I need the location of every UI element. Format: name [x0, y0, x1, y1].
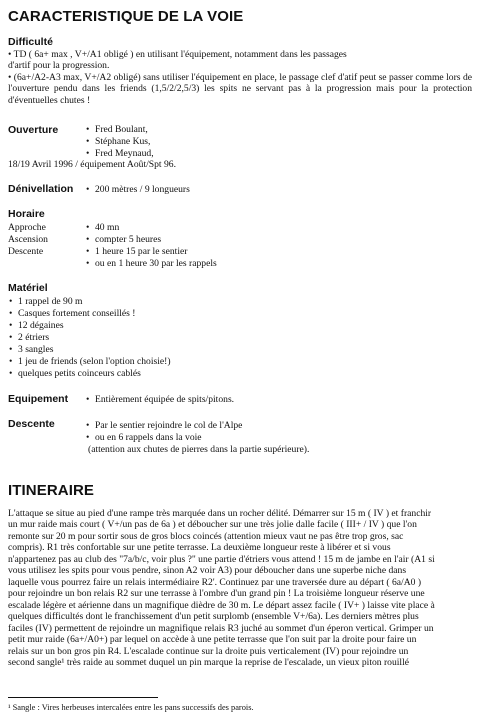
itineraire-line: compris). R1 très confortable sur une petite terrasse. La deuxième longueur reste à libérer et si vous [8, 542, 391, 553]
ouverture-name: • Fred Boulant, [95, 124, 148, 135]
itineraire-line: quelques difficultés dont le franchissement d'un petit surplomb (ensemble V+/6a). Les derniers mètres plus [8, 611, 419, 622]
horaire-label: Descente [8, 246, 44, 257]
difficulte-line-1: • TD ( 6a+ max , V+/A1 obligé ) en utilisant l'équipement, notamment dans les passages [8, 49, 347, 60]
descente-item: • ou en 6 rappels dans la voie [95, 432, 202, 443]
equipement-heading: Equipement [8, 393, 69, 405]
ouverture-name: • Stéphane Kus, [95, 136, 150, 147]
itineraire-heading: ITINERAIRE [8, 482, 95, 499]
ouverture-name: • Fred Meynaud, [95, 148, 154, 159]
horaire-label: Approche [8, 222, 46, 233]
difficulte-paragraph-2: • (6a+/A2-A3 max, V+/A2 obligé) sans utiliser l'équipement en place, le passage clef d'atif peut se passer comme lors de l'ouverture pendu dans les friends (1,5/2/2,5/3) les spits ne servant pas à la progression mais pour la protection d'éventuelles chutes ! [8, 72, 472, 106]
materiel-item: • quelques petits coinceurs cablés [18, 368, 141, 379]
horaire-label: Ascension [8, 234, 48, 245]
denivellation-heading: Dénivellation [8, 183, 74, 195]
horaire-value: • 1 heure 15 par le sentier [95, 246, 187, 257]
materiel-heading: Matériel [8, 282, 48, 294]
itineraire-line: L'attaque se situe au pied d'une rampe très marquée dans un rocher délité. Démarrer sur 15 m ( IV ) et franchir [8, 508, 432, 519]
itineraire-line: n'appartenez pas au club des "7a/b/c, voir plus ?" une partie d'étriers vous attend ! 15 m de jambe en l'air (A1 si [8, 554, 435, 565]
itineraire-line: remonte sur 20 m pour sortir sous de gros blocs coincés (attention mieux vaut ne pas être trop gros, sac [8, 531, 404, 542]
denivellation-value: • 200 mètres / 9 longueurs [95, 184, 190, 195]
difficulte-heading: Difficulté [8, 36, 53, 48]
itineraire-line: laquelle vous pourrez faire un relais intermédiaire R2'. Continuez par une traversée dure au départ ( 6a/A0 ) [8, 577, 422, 588]
section-title: CARACTERISTIQUE DE LA VOIE [8, 8, 244, 25]
footnote: ¹ Sangle : Vires herbeuses intercalées entre les pans successifs des parois. [8, 703, 254, 712]
horaire-value: • compter 5 heures [95, 234, 161, 245]
itineraire-line: relais sur un bon gros pin R4. L'escalade continue sur la droite puis verticalement (IV) pour rejoindre un [8, 646, 409, 657]
itineraire-line: pour rejoindre un bon relais R2 sur une terrasse à l'ombre d'un grand pin ! La troisième longueur réserve une [8, 588, 425, 599]
footnote-rule [8, 697, 158, 698]
horaire-heading: Horaire [8, 208, 45, 220]
materiel-item: • 1 rappel de 90 m [18, 296, 82, 307]
ouverture-date: 18/19 Avril 1996 / équipement Août/Spt 96. [8, 159, 176, 170]
materiel-item: • Casques fortement conseillés ! [18, 308, 136, 319]
itineraire-line: vous utilisez les spits pour vous pendre, sinon A2 voir A3) pour déboucher dans une superbe niche dans [8, 565, 407, 576]
itineraire-line: un mur raide mais court ( V+/un pas de 6a ) et déboucher sur une très jolie dalle facile ( III+ / IV ) que l'on [8, 519, 417, 530]
materiel-item: • 2 étriers [18, 332, 49, 343]
itineraire-line: petit mur raide (6a+/A0+) par lequel on accède à une petite terrasse que l'on suit par la droite pour faire un [8, 634, 417, 645]
horaire-extra: • ou en 1 heure 30 par les rappels [95, 258, 217, 269]
ouverture-heading: Ouverture [8, 124, 59, 136]
horaire-value: • 40 mn [95, 222, 119, 233]
descente-heading: Descente [8, 418, 55, 430]
itineraire-line: escalade légère et aérienne dans un magnifique dièdre de 30 m. Le départ assez facile ( IV+ ) laisse vite place à [8, 600, 435, 611]
materiel-item: • 3 sangles [18, 344, 53, 355]
descente-note: (attention aux chutes de pierres dans la partie supérieure). [88, 444, 310, 455]
itineraire-line: second sangle¹ très raide au sommet duquel un pin marque la reprise de l'escalade, un vieux piton rouillé [8, 657, 410, 668]
materiel-item: • 12 dégaines [18, 320, 64, 331]
equipement-value: • Entièrement équipée de spits/pitons. [95, 394, 234, 405]
difficulte-line-2: d'artif pour la progression. [8, 60, 110, 71]
itineraire-line: faciles (IV) permettent de rejoindre un magnifique relais R3 juché au sommet d'un éperon vertical. Grimper un [8, 623, 434, 634]
materiel-item: • 1 jeu de friends (selon l'option choisie!) [18, 356, 171, 367]
descente-item: • Par le sentier rejoindre le col de l'Alpe [95, 420, 242, 431]
